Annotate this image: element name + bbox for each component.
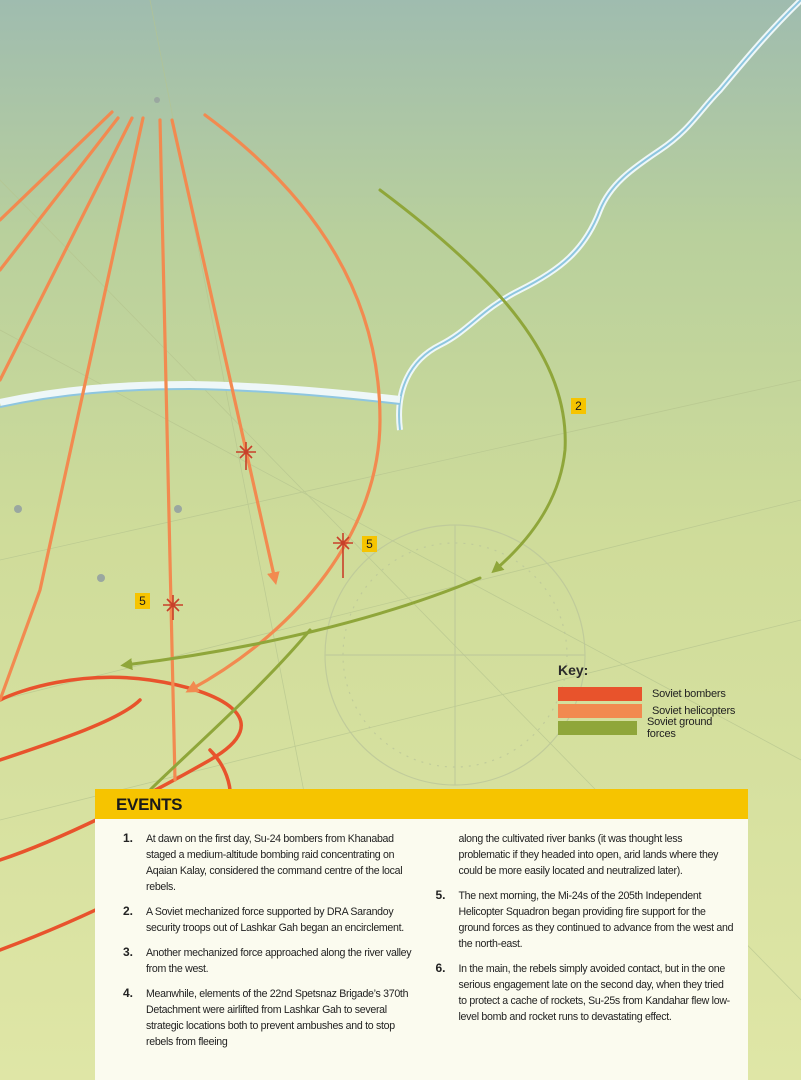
event-number: 6. [435, 961, 446, 975]
key-item-ground-forces [558, 716, 738, 740]
swatch [558, 687, 642, 701]
event-item [436, 831, 735, 879]
event-text: At dawn on the first day, Su-24 bombers from Khanabad staged a medium-altitude bombing raid concentrating on Aqaian Kalay, considered the command centre of the local rebels. [146, 833, 403, 893]
key-label: Soviet bombers [652, 688, 726, 700]
key-label: Soviet ground forces [646, 716, 713, 740]
event-text: In the main, the rebels simply avoided contact, but in the one serious engagement late on the second day, when they tried to protect a cache of rockets, Su-25s from Kandahar flew low-level bomb and rocket runs to devastating effect. [458, 963, 730, 1023]
event-text: Another mechanized force approached along the river valley from the west. [146, 947, 412, 975]
swatch [558, 704, 642, 718]
event-number: 1. [123, 831, 134, 845]
events-panel [95, 789, 748, 1080]
event-number: 3. [123, 945, 134, 959]
callout-heli-5: 5 [362, 536, 377, 552]
event-text: A Soviet mechanized force supported by DRA Sarandoy security troops out of Lashkar Gah began an encirclement. [146, 906, 404, 934]
callout-ground-2: 2 [571, 398, 586, 414]
map-key [558, 662, 738, 740]
event-item [436, 888, 735, 952]
event-text-continued: along the cultivated river banks (it was thought less problematic if they headed into open, arid lands where they could be more easily located and neutralized later). [458, 833, 719, 877]
event-number: 2. [123, 904, 134, 918]
events-column-right [436, 831, 735, 1059]
event-number: 4. [123, 986, 134, 1000]
events-title: EVENTS [95, 789, 748, 819]
key-title: Key: [558, 662, 589, 678]
event-item [123, 986, 422, 1050]
callout-heli-5: 5 [135, 593, 150, 609]
event-item [123, 945, 422, 977]
key-item-bombers [558, 686, 738, 702]
event-item [436, 961, 735, 1025]
key-label: Soviet helicopters [652, 705, 736, 717]
event-item [123, 904, 422, 936]
event-text: Meanwhile, elements of the 22nd Spetsnaz Brigade’s 370th Detachment were airlifted from Lashkar Gah to several strategic locations both to prevent ambushes and to stop rebels from fleeing [146, 988, 409, 1048]
event-item [123, 831, 422, 895]
events-column-left [123, 831, 422, 1059]
event-number: 5. [435, 888, 446, 902]
event-text: The next morning, the Mi-24s of the 205th Independent Helicopter Squadron began providing fire support for the ground forces as they continued to advance from the west and the north-east. [458, 890, 734, 950]
swatch [558, 721, 637, 735]
